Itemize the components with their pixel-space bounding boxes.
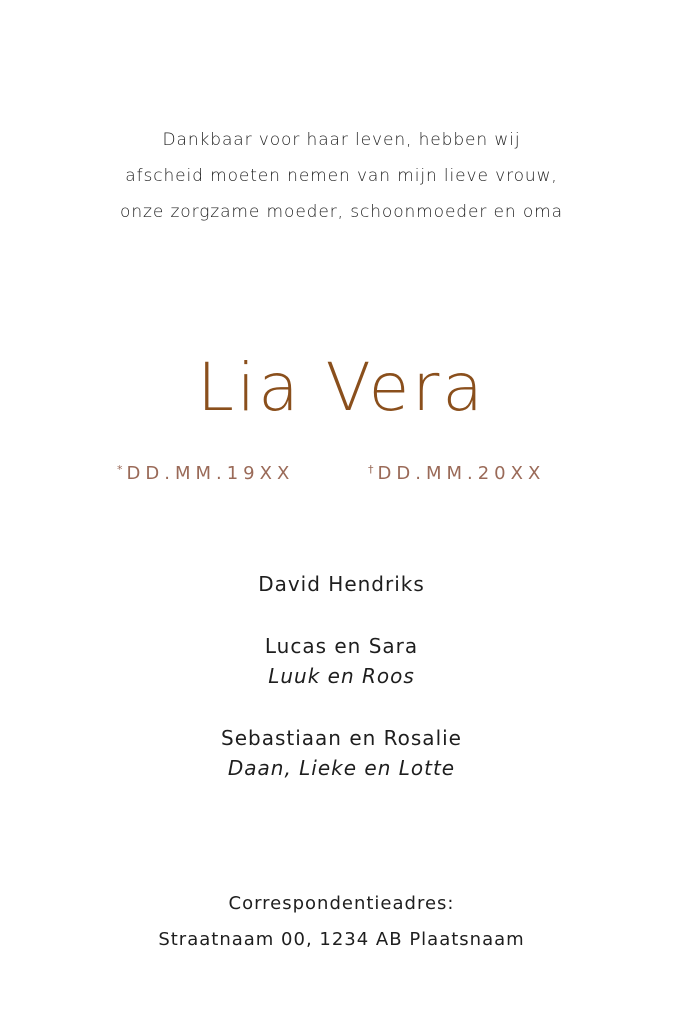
birth-date-group [117, 458, 294, 486]
intro-line-1: Dankbaar voor haar leven, hebben wij [162, 130, 521, 150]
birth-star-icon: * [117, 463, 123, 476]
family-main: Lucas en Sara [264, 634, 419, 658]
death-date: DD.MM.20XX [377, 463, 546, 484]
death-date-group [368, 458, 545, 486]
family-main: David Hendriks [258, 572, 425, 596]
family-main: Sebastiaan en Rosalie [221, 726, 462, 750]
intro-line-2: afscheid moeten nemen van mijn lieve vrouw, [125, 166, 558, 186]
birth-date: DD.MM.19XX [126, 463, 295, 484]
family-sub: Luuk en Roos [268, 664, 415, 688]
correspondence-address [0, 886, 683, 958]
family-group [0, 569, 683, 599]
intro-line-3: onze zorgzame moeder, schoonmoeder en oma [120, 202, 563, 222]
address-line: Straatnaam 00, 1234 AB Plaatsnaam [158, 929, 525, 950]
family-list [0, 569, 683, 815]
intro-text [0, 122, 683, 230]
address-label: Correspondentieadres: [228, 893, 455, 914]
family-group [0, 723, 683, 783]
family-sub: Daan, Lieke en Lotte [227, 756, 456, 780]
deceased-name: Lia Vera [197, 349, 486, 426]
death-cross-icon: † [368, 463, 374, 476]
family-group [0, 631, 683, 691]
